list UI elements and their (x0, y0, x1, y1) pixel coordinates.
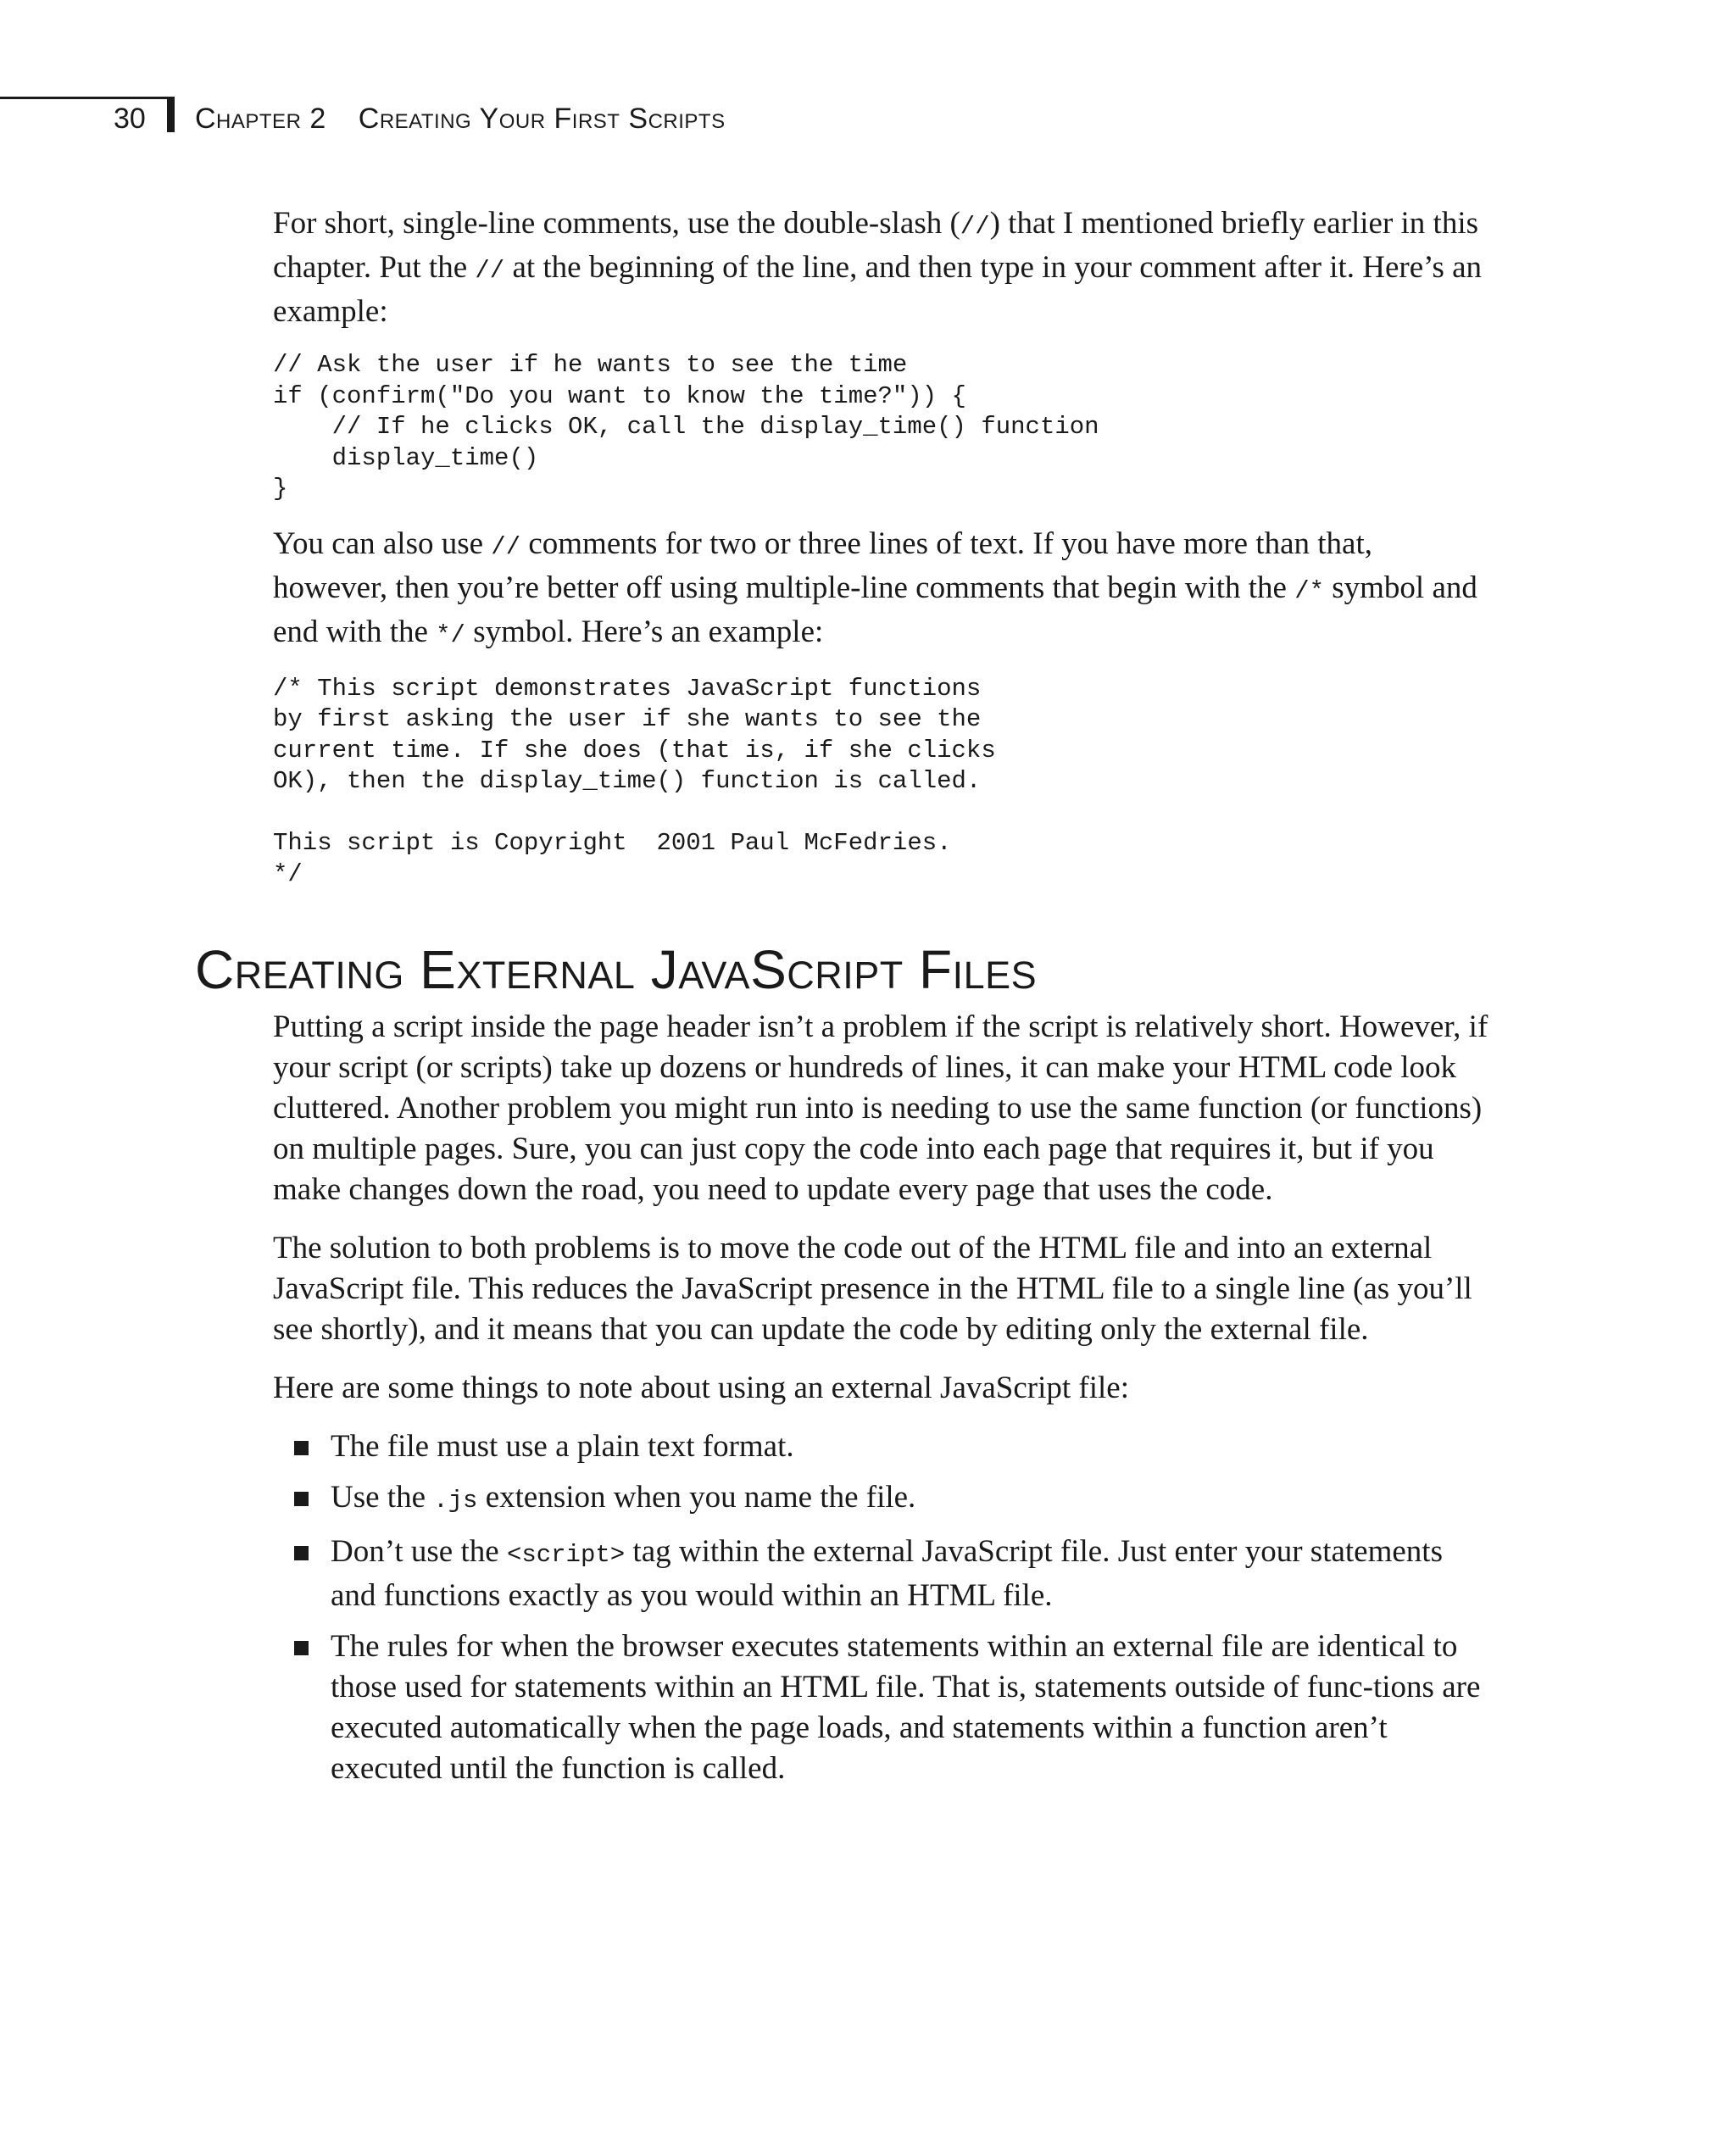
inline-code: /* (1294, 576, 1324, 605)
list-item: The file must use a plain text format. (273, 1426, 1494, 1467)
paragraph-single-line-comments: For short, single-line comments, use the double-slash (//) that I mentioned briefly earlier in this chapter. Put the // at the beginning of the line, and then type in your comment after it. Here’s an example: (273, 206, 1483, 329)
square-bullet-icon (294, 1441, 309, 1455)
chapter-title: Creating Your First Scripts (358, 103, 726, 135)
inline-code: // (960, 213, 990, 241)
list-item: Use the .js extension when you name the file. (273, 1477, 1494, 1521)
list-item: The rules for when the browser executes statements within an external file are identical to those used for statements within an HTML file. That is, statements outside of func-tions are executed automatically when the page loads, and statements within a function aren’t executed until the function is called. (273, 1627, 1494, 1789)
code-example-multi-line: /* This script demonstrates JavaScript functions by first asking the user if she wants to see the current time. If she does (that is, if she clicks OK), then the display_time() function is called. This script is Copyright 2001 Paul McFedries. */ (273, 674, 996, 888)
code-example-single-line: // Ask the user if he wants to see the time if (confirm("Do you want to know the time?")) { // If he clicks OK, call the display_time() function display_time() } (273, 351, 1099, 503)
paragraph-problem: Putting a script inside the page header isn’t a problem if the script is relatively short. However, if your script (or scripts) take up dozens or hundreds of lines, it can make your HTML code look cluttered. Another problem you might run into is needing to use the same function (or functions) on multiple pages. Sure, you can just copy the code into each page that requires it, but if you make changes down the road, you need to update every page that uses the code. (273, 1009, 1488, 1207)
inline-code: <script> (506, 1541, 626, 1569)
inline-code: // (491, 532, 521, 561)
section-content (273, 1007, 1494, 1799)
paragraph-multi-line-comments: You can also use // comments for two or three lines of text. If you have more than that, however, then you’re better off using multiple-line comments that begin with the /* symbol and end with the */ symbol. Here’s an example: (273, 525, 1477, 649)
chapter-label: Chapter 2 (195, 103, 326, 135)
notes-list (273, 1426, 1494, 1789)
inline-code: // (475, 257, 505, 285)
page-number: 30 (114, 103, 146, 135)
inline-code: */ (436, 620, 465, 649)
intro-content (273, 203, 1494, 909)
paragraph-solution: The solution to both problems is to move the code out of the HTML file and into an external JavaScript file. This reduces the JavaScript presence in the HTML file to a single line (as you’ll see shortly), and it means that you can update the code by editing only the external file. (273, 1231, 1472, 1347)
square-bullet-icon (294, 1492, 309, 1506)
running-head (195, 102, 726, 136)
list-item: Don’t use the <script> tag within the external JavaScript file. Just enter your statements and functions exactly as you would within an HTML file. (273, 1532, 1494, 1616)
header-rule (0, 97, 170, 99)
header-bar (167, 97, 175, 132)
square-bullet-icon (294, 1641, 309, 1655)
section-heading: Creating External JavaScript Files (195, 939, 1038, 1000)
square-bullet-icon (294, 1546, 309, 1560)
paragraph-notes-intro: Here are some things to note about using an external JavaScript file: (273, 1371, 1130, 1405)
inline-code: .js (433, 1487, 478, 1515)
